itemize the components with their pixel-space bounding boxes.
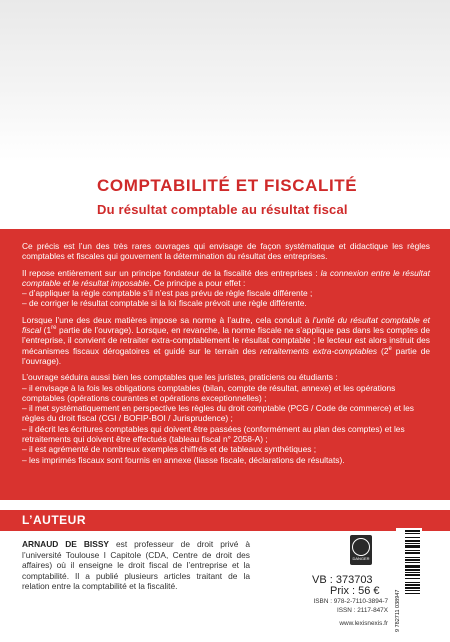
danger-logo-icon	[350, 535, 372, 565]
isbn: ISBN : 978-2-7110-3894-7	[313, 598, 388, 605]
logo-label: DANGER	[352, 556, 370, 561]
list-item: – de corriger le résultat comptable si la loi fiscale prévoit une règle différente.	[22, 298, 307, 309]
price: Prix : 56 €	[330, 585, 380, 597]
list-item: – il envisage à la fois les obligations comptables (bilan, compte de résultat, annexe) et les opérations comptables (opérations courantes et opérations exceptionnelles) ;	[22, 382, 396, 403]
author-name: ARNAUD DE BISSY	[22, 539, 109, 549]
emphasis: la connexion entre le résultat comptable et le résultat imposable	[22, 267, 430, 288]
list-item: – d’appliquer la règle comptable s’il n’est pas prévu de règle fiscale différente ;	[22, 288, 313, 299]
logo-circle	[352, 538, 370, 556]
barcode-icon	[396, 528, 422, 634]
author-bio: ARNAUD DE BISSY est professeur de droit privé à l’université Toulouse I Capitole (CDA, Centre de droit des affaires) où il enseigne le droit fiscal de l’entreprise et la comptabilité. Il a publié plusieurs articles traitant de la relation entre la comptabilité et la fiscalité.	[22, 539, 250, 592]
summary-paragraph-1: Ce précis est l’un des très rares ouvrages qui envisage de façon systématique et didactique les règles comptables et fiscales qui gouvernent la détermination du résultat des entreprises.	[22, 241, 430, 262]
summary-panel	[0, 229, 450, 500]
author-bar	[0, 510, 450, 531]
cover-texture	[0, 0, 450, 160]
summary-text	[22, 241, 430, 471]
list-item: – il met systématiquement en perspective les règles du droit comptable (PCG / Code de commerce) et les règles du droit fiscal (CGI / BOFIP-BOI / Jurisprudence) ;	[22, 403, 414, 424]
book-title: COMPTABILITÉ ET FISCALITÉ	[97, 176, 358, 195]
summary-paragraph-2: Il repose entièrement sur un principe fondateur de la fiscalité des entreprises : la connexion entre le résultat comptable et le résultat imposable. Ce principe a pour effet : – d’appliquer la règle comptable s’il n’est pas prévu de règle fiscale différente ; – de corriger le résultat comptable si la loi fiscale prévoit une règle différente.	[22, 267, 430, 309]
author-heading: L’AUTEUR	[22, 513, 86, 527]
list-item: – il est agrémenté de nombreux exemples chiffrés et de tableaux synthétiques ;	[22, 444, 317, 455]
book-subtitle: Du résultat comptable au résultat fiscal	[97, 202, 348, 217]
summary-paragraph-3: Lorsque l’une des deux matières impose sa norme à l’autre, cela conduit à l’unité du résultat comptable et fiscal (1re partie de l’ouvrage). Lorsque, en revanche, la norme fiscale ne s’applique pas dans les comptes de l’entreprise, il convient de retraiter extra-comptablement le résultat comptable ; le lecteur est alors instruit des mécanismes fiscaux dérogatoires et guidé sur le terrain des retraitements extra-comptables (2e partie de l’ouvrage).	[22, 314, 431, 366]
vb-code: VB : 373703	[312, 574, 373, 586]
barcode-digits: 9 782711 038947	[395, 589, 401, 632]
list-item: – il décrit les écritures comptables qui doivent être passées (conformément au plan des comptes) et les retraitements qui doivent être effectués (tableau fiscal n° 2058-A) ;	[22, 423, 405, 445]
issn: ISSN : 2117-847X	[336, 607, 388, 614]
website: www.lexisnexis.fr	[339, 620, 388, 627]
summary-paragraph-4: L’ouvrage séduira aussi bien les comptables que les juristes, praticiens ou étudiants : – il envisage à la fois les obligations comptables (bilan, compte de résultat, annexe) et les opérations comptables (opérations courantes et opérations exceptionnelles) ; – il met systématiquement en perspective les règles du droit comptable (PCG / Code de commerce) et les règles du droit fiscal (CGI / BOFIP-BOI / Jurisprudence) ; – il décrit les écritures comptables qui doivent être passées (conformément au plan des comptes) et les retraitements qui doivent être effectués (tableau fiscal n° 2058-A) ; – il est agrémenté de nombreux exemples chiffrés et de tableaux synthétiques ; – les imprimés fiscaux sont fournis en annexe (liasse fiscale, déclarations de résultats).	[22, 372, 430, 465]
list-item: – les imprimés fiscaux sont fournis en annexe (liasse fiscale, déclarations de résultats).	[22, 454, 345, 465]
